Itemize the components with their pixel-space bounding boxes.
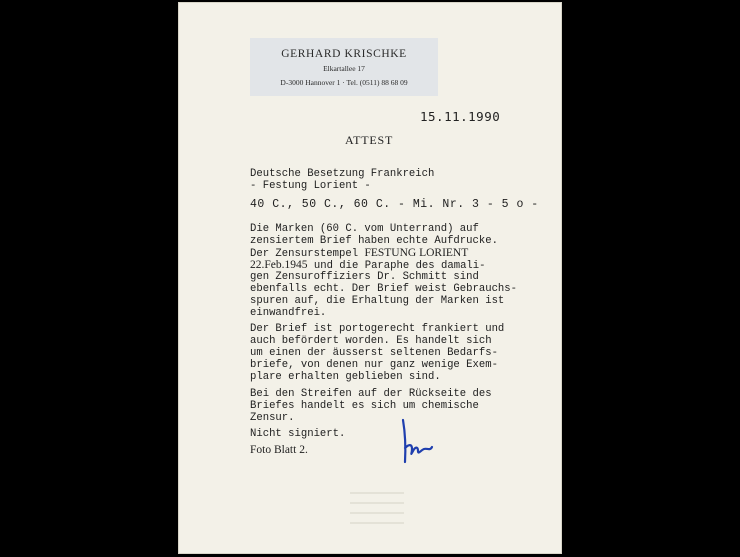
paragraph-3-line-1: Bei den Streifen auf der Rückseite des [250, 388, 492, 400]
paragraph-1-line-2: zensiertem Brief haben echte Aufdrucke. [250, 235, 498, 247]
faint-stamp-impression [350, 492, 410, 532]
note-photo-sheet-text: Foto Blatt 2. [250, 444, 308, 456]
subject-line-1: Deutsche Besetzung Frankreich [250, 168, 435, 180]
document-date: 15.11.1990 [420, 109, 501, 124]
letterhead [250, 38, 438, 96]
attest-document [178, 2, 562, 554]
note-photo-sheet [250, 445, 308, 457]
note-not-signed: Nicht signiert. [250, 428, 346, 440]
paragraph-1-line-8: einwandfrei. [250, 307, 327, 319]
censor-stamp-date: 22.Feb.1945 [250, 259, 308, 271]
subject-line-2: - Festung Lorient - [250, 180, 371, 192]
paragraph-2-line-5: plare erhalten geblieben sind. [250, 371, 441, 383]
paragraph-3-line-3: Zensur. [250, 412, 295, 424]
paragraph-1-line-1: Die Marken (60 C. vom Unterrand) auf [250, 223, 479, 235]
paragraph-1-line-7: spuren auf, die Erhaltung der Marken ist [250, 295, 505, 307]
letterhead-street: Elkartallee 17 [323, 64, 365, 73]
letterhead-city-phone: D-3000 Hannover 1 · Tel. (0511) 88 68 09 [280, 78, 408, 87]
subject-line-3: 40 C., 50 C., 60 C. - Mi. Nr. 3 - 5 o - [250, 198, 539, 211]
paragraph-2-line-3: um einen der äusserst seltenen Bedarfs- [250, 347, 498, 359]
paragraph-2-line-2: auch befördert worden. Es handelt sich [250, 335, 492, 347]
document-title: ATTEST [345, 133, 394, 147]
paragraph-2-line-4: briefe, von denen nur ganz wenige Exem- [250, 359, 498, 371]
paragraph-1-line-6: ebenfalls echt. Der Brief weist Gebrauchs- [250, 283, 518, 295]
censor-stamp-intro: Der Zensurstempel [250, 248, 359, 260]
paragraph-1-line-5: gen Zensuroffiziers Dr. Schmitt sind [250, 271, 479, 283]
paragraph-2-line-1: Der Brief ist portogerecht frankiert und [250, 323, 505, 335]
censor-stamp-text: FESTUNG LORIENT [364, 247, 469, 259]
signature-icon [400, 418, 434, 468]
paragraph-3-line-2: Briefes handelt es sich um chemische [250, 400, 479, 412]
paragraph-1-line-4-text: und die Paraphe des damali- [313, 260, 486, 272]
letterhead-name: GERHARD KRISCHKE [281, 48, 407, 60]
